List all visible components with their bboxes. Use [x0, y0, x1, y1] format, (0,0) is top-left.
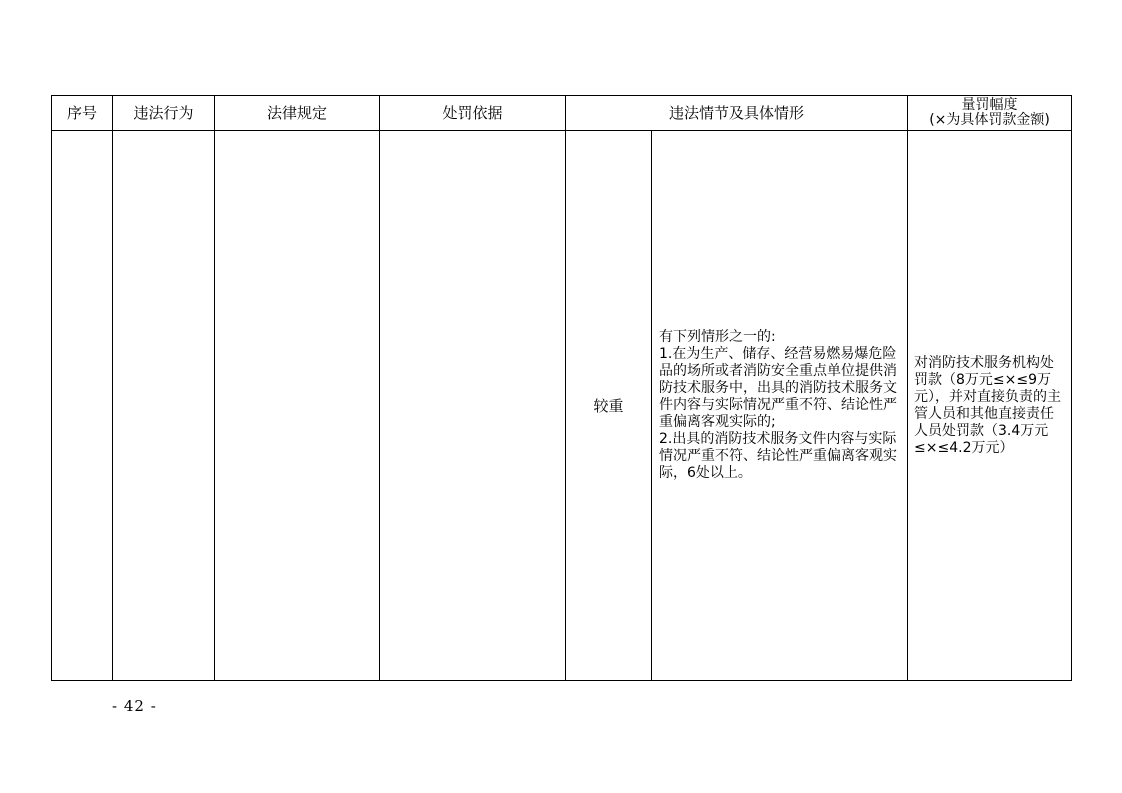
table-header-row — [52, 96, 1072, 131]
header-penalty-range — [908, 96, 1072, 131]
header-law: 法律规定 — [215, 96, 380, 131]
cell-circumstance-detail — [652, 131, 908, 681]
header-basis: 处罚依据 — [380, 96, 566, 131]
header-circumstances: 违法情节及具体情形 — [566, 96, 908, 131]
header-penalty-range-title: 量罚幅度 — [961, 97, 1018, 113]
cell-violation — [113, 131, 215, 681]
header-penalty-range-note: (×为具体罚款金额) — [929, 112, 1050, 128]
cell-index — [52, 131, 113, 681]
header-index: 序号 — [52, 96, 113, 131]
penalty-standard-table — [51, 95, 1072, 681]
cell-severity: 较重 — [566, 131, 652, 681]
cell-penalty-amount: 对消防技术服务机构处罚款（8万元≤×≤9万元），并对直接负责的主管人员和其他直接责任人员处罚款（3.4万元≤×≤4.2万元） — [908, 131, 1072, 681]
detail-intro: 有下列情形之一的: — [659, 329, 776, 345]
table-row — [52, 131, 1072, 681]
detail-item-1: 1.在为生产、储存、经营易燃易爆危险品的场所或者消防安全重点单位提供消防技术服务中，出具的消防技术服务文件内容与实际情况严重不符、结论性严重偏离客观实际的; — [659, 346, 897, 430]
header-violation: 违法行为 — [113, 96, 215, 131]
page-number: - 42 - — [112, 697, 157, 715]
detail-item-2: 2.出具的消防技术服务文件内容与实际情况严重不符、结论性严重偏离客观实际，6处以上。 — [659, 431, 897, 481]
cell-law — [215, 131, 380, 681]
cell-basis — [380, 131, 566, 681]
